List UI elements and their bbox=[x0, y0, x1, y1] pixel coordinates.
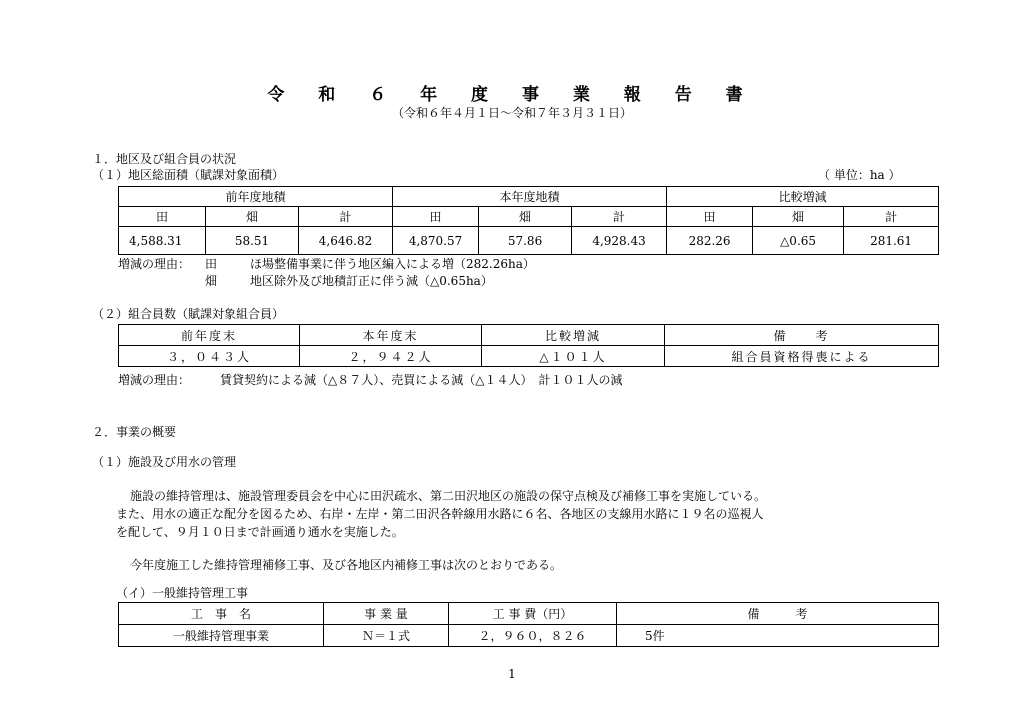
area-group-prev: 前年度地積 bbox=[119, 187, 393, 207]
members-header: 前年度末 bbox=[119, 325, 300, 346]
members-heading: （２）組合員数（賦課対象組合員） bbox=[92, 307, 285, 321]
works-intro-paragraph: 今年度施工した維持管理補修工事、及び各地区内補修工事は次のとおりである。 bbox=[130, 558, 563, 572]
area-value: 4,588.31 bbox=[119, 227, 206, 255]
facility-heading: （１）施設及び用水の管理 bbox=[92, 455, 237, 469]
members-reason-label: 増減の理由： bbox=[118, 373, 191, 387]
works-heading: （イ）一般維持管理工事 bbox=[116, 586, 249, 600]
area-value: 4,646.82 bbox=[299, 227, 393, 255]
area-subheader: 畑 bbox=[479, 207, 572, 227]
area-table bbox=[118, 186, 939, 255]
area-subheader: 畑 bbox=[206, 207, 299, 227]
works-header: 工 事 名 bbox=[119, 603, 324, 625]
area-group-diff: 比較増減 bbox=[667, 187, 939, 207]
works-header: 備 考 bbox=[617, 603, 939, 625]
area-subheader: 田 bbox=[667, 207, 753, 227]
members-table bbox=[118, 324, 939, 367]
members-value: ３，０４３人 bbox=[119, 346, 300, 367]
area-value: 4,870.57 bbox=[393, 227, 479, 255]
report-title: 令 和 ６ 年 度 事 業 報 告 書 bbox=[267, 85, 757, 105]
members-header: 備 考 bbox=[665, 325, 939, 346]
members-value: △１０１人 bbox=[482, 346, 665, 367]
facility-paragraph-line: また、用水の適正な配分を図るため、右岸・左岸・第二田沢各幹線用水路に６名、各地区の支線用水路に１９名の巡視人 bbox=[116, 507, 764, 521]
area-value: 282.26 bbox=[667, 227, 753, 255]
area-reason-label: 増減の理由： bbox=[118, 257, 191, 271]
area-group-current: 本年度地積 bbox=[393, 187, 667, 207]
works-values-row bbox=[119, 625, 939, 647]
area-subheader: 計 bbox=[572, 207, 667, 227]
works-header: 事 業 量 bbox=[324, 603, 449, 625]
works-value: 一般維持管理事業 bbox=[119, 625, 324, 647]
area-values-row bbox=[119, 227, 939, 255]
members-value: 組合員資格得喪による bbox=[665, 346, 939, 367]
area-subheader: 計 bbox=[299, 207, 393, 227]
area-subheader: 畑 bbox=[753, 207, 844, 227]
works-value: ２，９６０，８２６ bbox=[449, 625, 617, 647]
area-heading: （１）地区総面積（賦課対象面積） bbox=[92, 168, 285, 182]
area-group-header-row bbox=[119, 187, 939, 207]
members-values-row bbox=[119, 346, 939, 367]
area-reason-text: 地区除外及び地積訂正に伴う減（△0.65ha） bbox=[250, 274, 493, 288]
section2-heading: ２．事業の概要 bbox=[92, 425, 177, 439]
works-value: 5件 bbox=[617, 625, 939, 647]
facility-paragraph-line: を配して、９月１０日まで計画通り通水を実施した。 bbox=[116, 525, 404, 539]
area-subheader-row bbox=[119, 207, 939, 227]
works-header-row bbox=[119, 603, 939, 625]
page-number: 1 bbox=[508, 667, 516, 681]
area-subheader: 田 bbox=[393, 207, 479, 227]
members-header: 比較増減 bbox=[482, 325, 665, 346]
report-period: （令和６年４月１日～令和７年３月３１日） bbox=[391, 106, 632, 120]
works-value: Ｎ＝１式 bbox=[324, 625, 449, 647]
works-header: 工 事 費（円） bbox=[449, 603, 617, 625]
members-header-row bbox=[119, 325, 939, 346]
members-reason-text: 賃貸契約による減（△８７人）、売買による減（△１４人） 計１０１人の減 bbox=[220, 373, 623, 387]
area-subheader: 田 bbox=[119, 207, 206, 227]
area-value: 58.51 bbox=[206, 227, 299, 255]
area-value: 57.86 bbox=[479, 227, 572, 255]
area-subheader: 計 bbox=[844, 207, 939, 227]
members-header: 本年度末 bbox=[300, 325, 482, 346]
area-reason-category: 畑 bbox=[205, 274, 218, 288]
area-unit: （ 単位：ha ） bbox=[818, 168, 901, 182]
section1-heading: １．地区及び組合員の状況 bbox=[92, 152, 237, 166]
area-value: △0.65 bbox=[753, 227, 844, 255]
area-reason-text: ほ場整備事業に伴う地区編入による増（282.26ha） bbox=[250, 257, 535, 271]
area-reason-category: 田 bbox=[205, 257, 218, 271]
works-table bbox=[118, 602, 939, 647]
area-value: 281.61 bbox=[844, 227, 939, 255]
area-value: 4,928.43 bbox=[572, 227, 667, 255]
members-value: ２，９４２人 bbox=[300, 346, 482, 367]
facility-paragraph-line: 施設の維持管理は、施設管理委員会を中心に田沢疏水、第二田沢地区の施設の保守点検及び補修工事を実施している。 bbox=[130, 489, 767, 503]
